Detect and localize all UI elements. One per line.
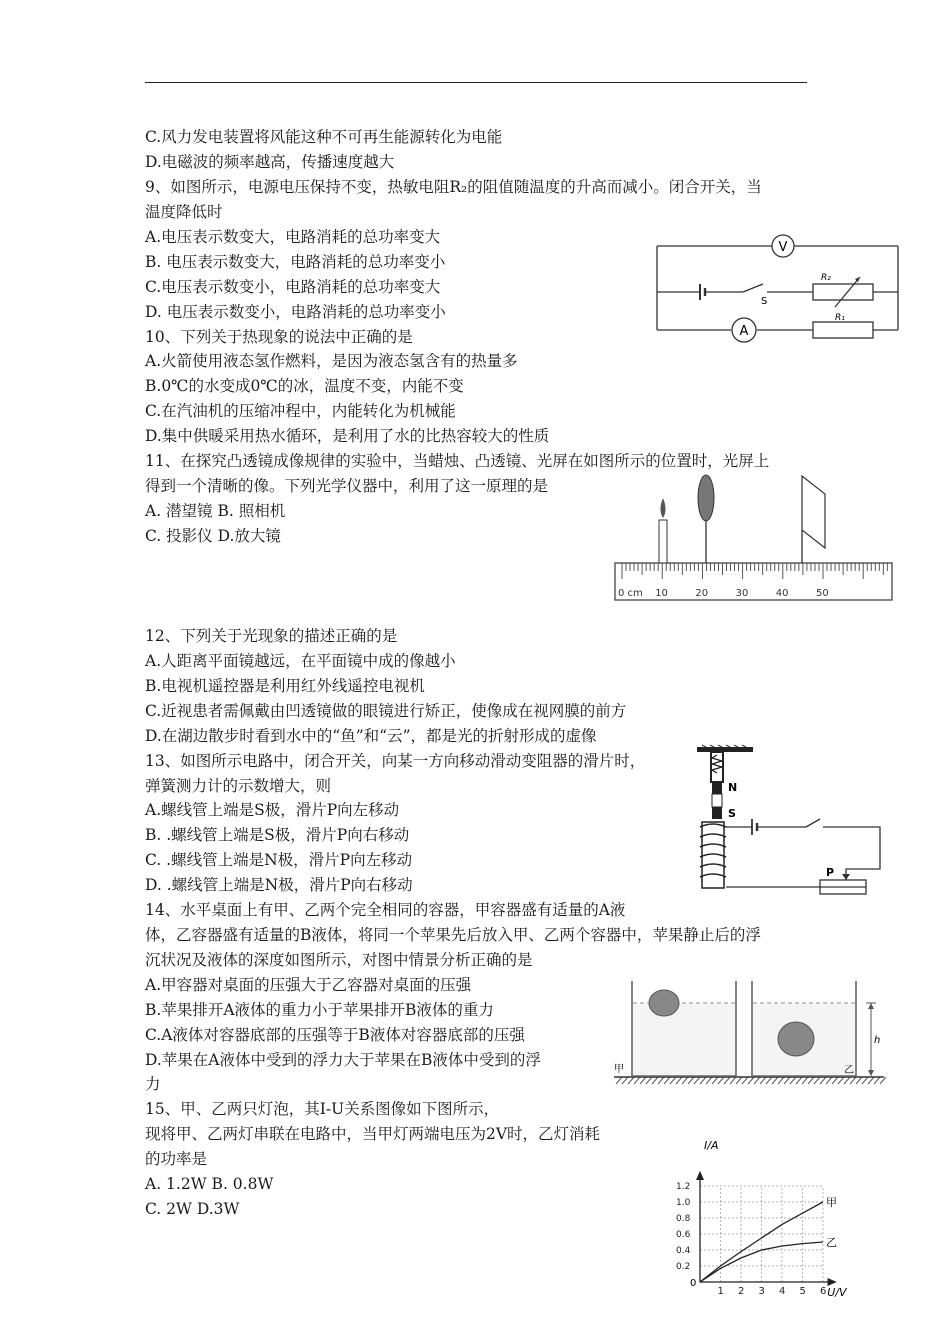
switch-label: S — [761, 296, 768, 307]
text-line: 的功率是 — [145, 1150, 208, 1168]
text-line: C. 2W D.3W — [145, 1200, 240, 1218]
ruler-tick-label: 0 cm — [618, 588, 643, 599]
text-line: 力 — [145, 1075, 161, 1093]
fig11-optical-bench — [612, 472, 895, 608]
text-line: C.在汽油机的压缩冲程中，内能转化为机械能 — [145, 402, 456, 420]
text-line: C.电压表示数变小，电路消耗的总功率变大 — [145, 278, 441, 296]
apple-floating — [649, 990, 679, 1016]
header-rule — [145, 82, 807, 83]
ruler-tick-label: 30 — [735, 588, 749, 599]
ruler-tick-label: 10 — [655, 588, 668, 599]
text-line: 沉状况及液体的深度如图所示，对图中情景分析正确的是 — [145, 951, 533, 969]
convex-lens — [698, 475, 714, 521]
text-line: B.苹果排开A液体的重力小于苹果排开B液体的重力 — [145, 1001, 494, 1019]
ammeter-label: A — [739, 324, 749, 339]
y-tick-label: 0.8 — [676, 1214, 691, 1224]
fig9-circuit — [655, 232, 900, 354]
text-line: 现将甲、乙两灯串联在电路中，当甲灯两端电压为2V时，乙灯消耗 — [145, 1125, 601, 1143]
text-line: C. .螺线管上端是N极，滑片P向左移动 — [145, 851, 413, 869]
text-line: A.甲容器对桌面的压强大于乙容器对桌面的压强 — [145, 976, 472, 994]
text-line: 10、下列关于热现象的说法中正确的是 — [145, 328, 413, 346]
voltmeter-label: V — [778, 240, 788, 255]
ruler-tick-label: 40 — [775, 588, 789, 599]
y-tick-label: 0.2 — [676, 1262, 691, 1272]
candle-flame — [661, 498, 666, 518]
origin-label: 0 — [690, 1278, 697, 1289]
text-line: A. 潜望镜 B. 照相机 — [145, 502, 286, 520]
label-jia: 甲 — [614, 1064, 624, 1075]
magnet-n-label: N — [728, 781, 738, 794]
series-label-0: 甲 — [826, 1196, 837, 1209]
text-line: B. .螺线管上端是S极，滑片P向右移动 — [145, 826, 410, 844]
text-line: 得到一个清晰的像。下列光学仪器中，利用了这一原理的是 — [145, 477, 549, 495]
text-line: D.在湖边散步时看到水中的“鱼”和“云”，都是光的折射形成的虚像 — [145, 727, 597, 745]
light-screen — [802, 476, 825, 548]
fig14-containers — [612, 973, 887, 1085]
text-line: A.电压表示数变大，电路消耗的总功率变大 — [145, 228, 441, 246]
text-line: B.0℃的水变成0℃的冰，温度不变，内能不变 — [145, 377, 464, 395]
text-line: B.电视机遥控器是利用红外线遥控电视机 — [145, 677, 425, 695]
series-label-1: 乙 — [826, 1236, 837, 1249]
text-line: D. 电压表示数变小，电路消耗的总功率变小 — [145, 303, 446, 321]
text-line: 15、甲、乙两只灯泡，其I-U关系图像如下图所示， — [145, 1100, 500, 1118]
text-line: D. .螺线管上端是N极，滑片P向右移动 — [145, 876, 413, 894]
text-line: D.电磁波的频率越高，传播速度越大 — [145, 153, 395, 171]
x-tick-label: 3 — [758, 1286, 765, 1297]
text-line: D.集中供暖采用热水循环，是利用了水的比热容较大的性质 — [145, 427, 550, 445]
text-line: B. 电压表示数变大，电路消耗的总功率变小 — [145, 253, 446, 271]
text-line: C.近视患者需佩戴由凹透镜做的眼镜进行矫正，使像成在视网膜的前方 — [145, 702, 627, 720]
r2-label: R₂ — [821, 273, 831, 283]
magnet-s-pole — [712, 807, 722, 819]
slider-p-label: P — [826, 866, 835, 879]
x-tick-label: 5 — [799, 1286, 806, 1297]
y-tick-label: 1.2 — [676, 1182, 691, 1192]
magnet-n-pole — [712, 782, 722, 794]
x-tick-label: 4 — [779, 1286, 786, 1297]
text-line: C. 投影仪 D.放大镜 — [145, 527, 281, 545]
ruler-tick-label: 50 — [816, 588, 829, 599]
text-line: 12、下列关于光现象的描述正确的是 — [145, 627, 398, 645]
text-line: A. 1.2W B. 0.8W — [145, 1175, 274, 1193]
ruler-tick-label: 20 — [695, 588, 709, 599]
x-tick-label: 2 — [738, 1286, 745, 1297]
label-yi: 乙 — [844, 1065, 854, 1076]
r1-label: R₁ — [835, 313, 845, 323]
text-line: A.火箭使用液态氢作燃料，是因为液态氢含有的热量多 — [145, 352, 518, 370]
text-line: 体，乙容器盛有适量的B液体，将同一个苹果先后放入甲、乙两个容器中，苹果静止后的浮 — [145, 926, 761, 944]
text-line: 13、如图所示电路中，闭合开关，向某一方向移动滑动变阻器的滑片时， — [145, 752, 646, 770]
text-line: 11、在探究凸透镜成像规律的实验中，当蜡烛、凸透镜、光屏在如图所示的位置时，光屏上 — [145, 452, 770, 470]
fig13-solenoid-circuit — [680, 743, 885, 895]
apple-suspended — [778, 1022, 814, 1056]
iu-chart — [660, 1137, 885, 1299]
text-line: A.人距离平面镜越远，在平面镜中成的像越小 — [145, 652, 456, 670]
magnet-middle — [712, 794, 722, 807]
x-tick-label: 6 — [820, 1286, 827, 1297]
y-tick-label: 0.6 — [676, 1230, 691, 1240]
text-line: 14、水平桌面上有甲、乙两个完全相同的容器，甲容器盛有适量的A液 — [145, 901, 626, 919]
text-line: C.风力发电装置将风能这种不可再生能源转化为电能 — [145, 128, 503, 146]
magnet-s-label: S — [728, 807, 736, 820]
y-axis-label: I/A — [704, 1139, 719, 1152]
x-axis-label: U/V — [827, 1286, 847, 1299]
text-line: C.A液体对容器底部的压强等于B液体对容器底部的压强 — [145, 1026, 525, 1044]
depth-label: h — [874, 1035, 881, 1046]
x-tick-label: 1 — [717, 1286, 724, 1297]
y-tick-label: 0.4 — [676, 1246, 691, 1256]
text-line: D.苹果在A液体中受到的浮力大于苹果在B液体中受到的浮 — [145, 1051, 541, 1069]
text-line: A.螺线管上端是S极，滑片P向左移动 — [145, 801, 400, 819]
text-line: 9、如图所示，电源电压保持不变，热敏电阻R₂的阻值随温度的升高而减小。闭合开关，当 — [145, 178, 762, 196]
y-tick-label: 1.0 — [676, 1198, 691, 1208]
text-line: 弹簧测力计的示数增大，则 — [145, 777, 332, 795]
text-line: 温度降低时 — [145, 203, 223, 221]
